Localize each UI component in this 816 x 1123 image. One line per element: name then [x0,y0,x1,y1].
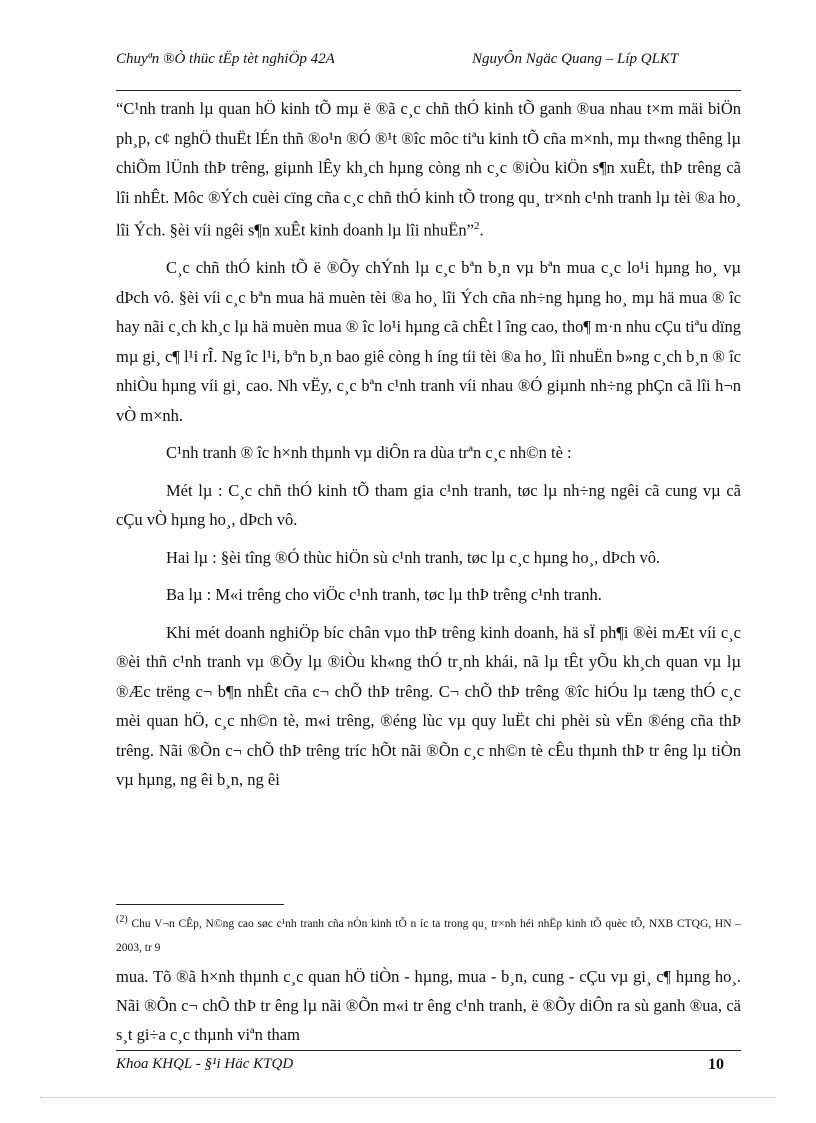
paragraph-3: C¹nh tranh ® îc h×nh thµnh vµ diÔn ra dùa trªn c¸c nh©n tè : [166,443,572,462]
footnote [116,908,741,960]
paragraph-6: Ba lµ : M«i trêng cho viÖc c¹nh tranh, tøc lµ thÞ trêng c¹nh tranh. [166,585,602,604]
footer-divider [116,1050,741,1051]
paragraph-7: Khi mét doanh nghiÖp bíc chân vµo thÞ trêng kinh doanh, hä sÏ ph¶i ®èi mÆt víi c¸c ®èi thñ c¹nh tranh vµ ®Õy lµ ®iÒu kh«ng thÓ tr¸nh khái, nã lµ tÊt yÕu kh¸ch quan vµ lµ ®Æc trëng c¬ b¶n nhÊt cña c¬ chÕ thÞ trêng. C¬ chÕ thÞ trêng ®îc hiÓu lµ tæng thÓ c¸c mèi quan hÖ, c¸c nh©n tè, m«i trêng, ®éng lùc vµ quy luËt chi phèi sù vËn ®éng cña thÞ trêng. Nãi ®Õn c¬ chÕ thÞ trêng tríc hÕt nãi ®Õn c¸c nh©n tè cÊu thµnh thÞ tr êng lµ tiÒn vµ hµng, ng êi b¸n, ng êi [116,622,741,789]
paragraph-5: Hai lµ : §èi tîng ®Ó thùc hiÖn sù c¹nh tranh, tøc lµ c¸c hµng ho¸, dÞch vô. [166,547,661,567]
header-divider [116,90,741,91]
footnote-divider [116,904,284,905]
page-number: 10 [708,1056,724,1073]
footnote-text: Chu V¬n CÊp, N©ng cao søc c¹nh tranh cña nÒn kinh tÕ n íc ta trong qu¸ tr×nh héi nhËp kinh tÕ quèc tÕ, NXB CTQG, HN – 2003, tr 9 [116,917,742,954]
header-author: NguyÔn Ngäc Quang – Líp QLKT [472,51,679,67]
footer-faculty: Khoa KHQL - §¹i Häc KTQD [116,1056,294,1072]
paragraph-4: Mét lµ : C¸c chñ thÓ kinh tÕ tham gia c¹nh tranh, tøc lµ nh÷ng ngêi cã cung vµ cã cÇu vÒ hµng ho¸, dÞch vô. [116,480,741,529]
footnote-mark: (2) [116,914,128,925]
footnote-reference: 2 [473,220,480,232]
paragraph-1: “C¹nh tranh lµ quan hÖ kinh tÕ mµ ë ®ã c¸c chñ thÓ kinh tÕ ganh ®ua nhau t×m mäi biÖn ph¸p, c¢ nghÖ thuËt lÉn thñ ®o¹n ®Ó ®¹t ®îc môc tiªu kinh tÕ cña m×nh, mµ th«ng thêng lµ chiÕm lÜnh thÞ trêng, giµnh lÊy kh¸ch hµng còng nh c¸c ®iÒu kiÖn s¶n xuÊt, thÞ trêng cã lîi nhÊt. Môc ®Ých cuèi cïng cña c¸c chñ thÓ kinh tÕ trong qu¸ tr×nh c¹nh tranh lµ tèi ®a ho¸ lîi Ých. §èi víi ngêi s¶n xuÊt kinh doanh lµ lîi nhuËn”$^2$. [116,99,741,240]
paragraph-2: C¸c chñ thÓ kinh tÕ ë ®Õy chÝnh lµ c¸c bªn b¸n vµ bªn mua c¸c lo¹i hµng ho¸ vµ dÞch vô. §èi víi c¸c bªn mua hä muèn tèi ®a ho¸ lîi Ých cña nh÷ng hµng ho¸ mµ hä mua ® îc hay nãi c¸ch kh¸c lµ hä muèn mua ® îc lo¹i hµng cã chÊt l îng cao, tho¶ m·n nhu cÇu tiªu dïng mµ gi¸ c¶ l¹i rÎ. Ng îc l¹i, bªn b¸n bao giê còng h íng tíi tèi ®a ho¸ lîi nhuËn b»ng c¸ch b¸n ® îc nhiÒu hµng víi gi¸ cao. Nh vËy, c¸c bªn c¹nh tranh víi nhau ®Ó giµnh nh÷ng phÇn cã lîi h¬n vÒ m×nh. [116,258,741,425]
paragraph-1-text: “C¹nh tranh lµ quan hÖ kinh tÕ mµ ë ®ã c¸c chñ thÓ kinh tÕ ganh ®ua nhau t×m mäi biÖn ph¸p, c¢ nghÖ thuËt lÉn thñ ®o¹n ®Ó ®¹t ®îc môc tiªu kinh tÕ cña m×nh, mµ th«ng thêng lµ chiÕm lÜnh thÞ trêng, giµnh lÊy kh¸ch hµng còng nh c¸c ®iÒu kiÖn s¶n xuÊt, thÞ trêng cã lîi nhÊt. Môc ®Ých cuèi cïng cña c¸c chñ thÓ kinh tÕ trong qu¸ tr×nh c¹nh tranh lµ tèi ®a ho¸ lîi Ých. §èi víi ngêi s¶n xuÊt kinh doanh lµ lîi nhuËn” [116,99,741,240]
page-bottom-dotted-line [40,1097,776,1098]
header-left-title: Chuyªn ®Ò thüc tËp tèt nghiÖp 42A [116,51,335,67]
main-text [116,94,741,803]
continuation-paragraph: mua. Tõ ®ã h×nh thµnh c¸c quan hÖ tiÒn - hµng, mua - b¸n, cung - cÇu vµ gi¸ c¶ hµng ho¸. Nãi ®Õn c¬ chÕ thÞ tr êng lµ nãi ®Õn m«i tr êng c¹nh tranh, ë ®Õy diÔn ra sù ganh ®ua, cä s¸t gi÷a c¸c thµnh viªn tham [116,967,741,1044]
